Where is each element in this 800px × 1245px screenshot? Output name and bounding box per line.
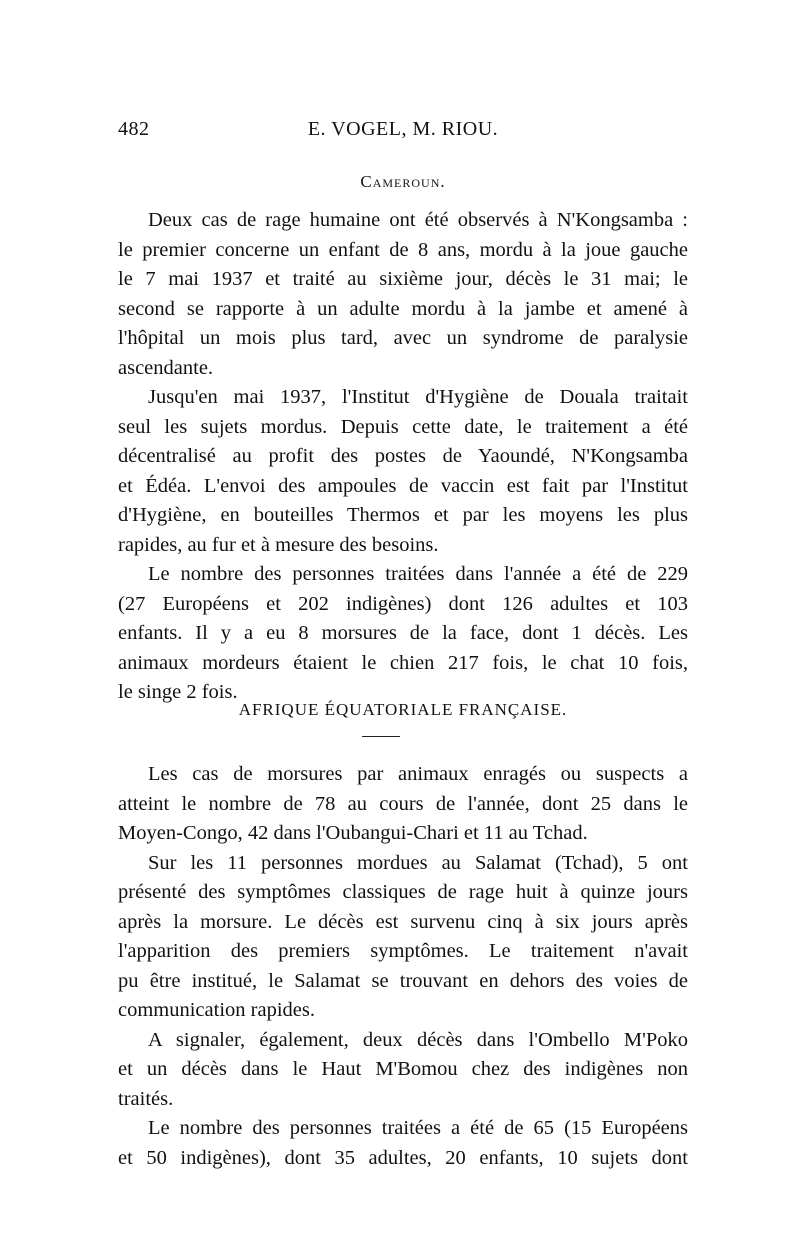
text-line: Moyen-Congo, 42 dans l'Oubangui-Chari et 11 au Tchad. (118, 822, 588, 844)
text-line: le singe 2 fois. (118, 681, 238, 703)
section-heading-afrique-equatoriale: AFRIQUE ÉQUATORIALE FRANÇAISE. (238, 700, 568, 719)
text-line: ascendante. (118, 356, 214, 379)
text-line: Le nombre des personnes traitées a été de 65 (15 Européens (148, 1117, 688, 1139)
text-line: rapides, au fur et à mesure des besoins. (118, 533, 439, 556)
text-line: (27 Européens et 202 indigènes) dont 126 adultes et 103 (118, 592, 688, 615)
section-heading-cameroun: Cameroun. (360, 172, 446, 191)
running-title: E. VOGEL, M. RIOU. (307, 118, 499, 140)
text-line: atteint le nombre de 78 au cours de l'année, dont 25 dans le (118, 792, 688, 815)
text-line: décentralisé au profit des postes de Yaoundé, N'Kongsamba (118, 445, 688, 467)
text-line: seul les sujets mordus. Depuis cette date, le traitement a été (118, 415, 688, 438)
text-line: l'apparition des premiers symptômes. Le traitement n'avait (118, 940, 688, 962)
text-line: Le nombre des personnes traitées dans l'année a été de 229 (148, 563, 688, 585)
text-line: le 7 mai 1937 et traité au sixième jour, décès le 31 mai; le (118, 268, 688, 290)
text-line: Les cas de morsures par animaux enragés ou suspects a (148, 763, 688, 785)
text-line: présenté des symptômes classiques de rage huit à quinze jours (118, 881, 688, 903)
text-line: Jusqu'en mai 1937, l'Institut d'Hygiène de Douala traitait (148, 386, 688, 408)
text-line: et Édéa. L'envoi des ampoules de vaccin est fait par l'Institut (118, 474, 688, 497)
text-line: traités. (118, 1087, 174, 1110)
text-line: et un décès dans le Haut M'Bomou chez des indigènes non (118, 1058, 688, 1080)
text-line: Sur les 11 personnes mordues au Salamat (Tchad), 5 ont (148, 851, 688, 874)
text-line: l'hôpital un mois plus tard, avec un syndrome de paralysie (118, 327, 688, 349)
text-line: pu être institué, le Salamat se trouvant en dehors des voies de (118, 969, 688, 992)
section-body-cameroun (118, 206, 688, 708)
text-line: communication rapides. (118, 999, 315, 1021)
text-line: et 50 indigènes), dont 35 adultes, 20 enfants, 10 sujets dont (118, 1146, 688, 1169)
section-body-afrique-equatoriale (118, 760, 688, 1173)
text-line: A signaler, également, deux décès dans l'Ombello M'Poko (148, 1028, 688, 1051)
text-line: Deux cas de rage humaine ont été observés à N'Kongsamba : (148, 209, 688, 231)
heading-divider (362, 736, 400, 737)
page-number: 482 (118, 118, 150, 140)
running-header (118, 118, 688, 148)
text-line: après la morsure. Le décès est survenu cinq à six jours après (118, 910, 688, 933)
text-line: second se rapporte à un adulte mordu à la jambe et amené à (118, 297, 688, 320)
text-line: d'Hygiène, en bouteilles Thermos et par les moyens les plus (118, 504, 688, 526)
text-line: le premier concerne un enfant de 8 ans, mordu à la joue gauche (118, 238, 688, 261)
text-line: animaux mordeurs étaient le chien 217 fois, le chat 10 fois, (118, 651, 688, 674)
text-line: enfants. Il y a eu 8 morsures de la face, dont 1 décès. Les (118, 622, 688, 644)
